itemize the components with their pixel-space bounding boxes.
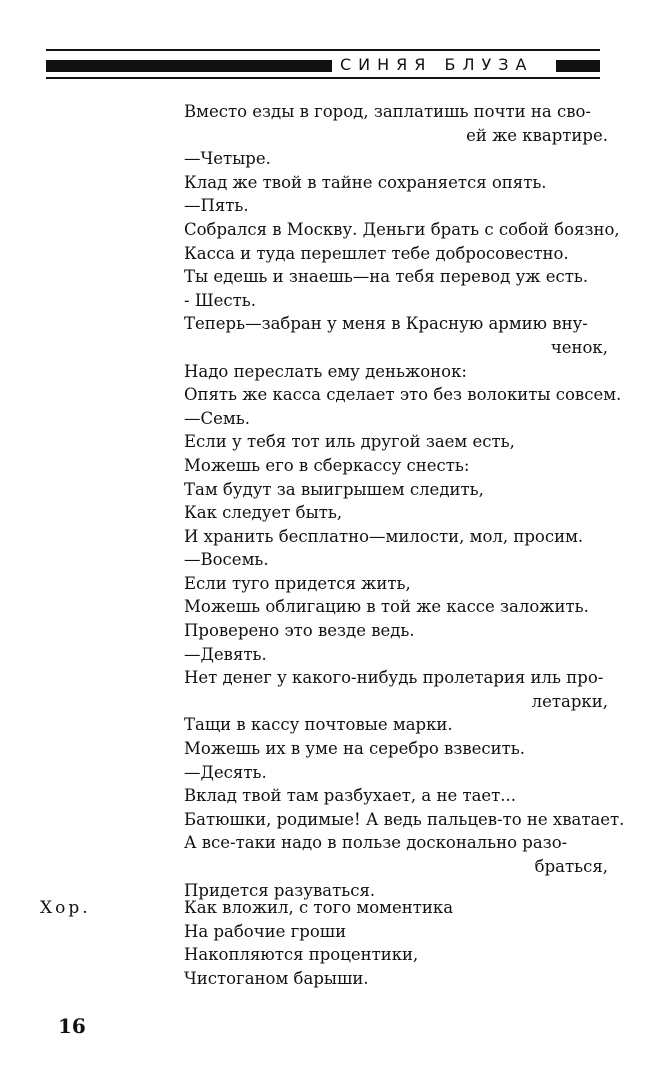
chorus-speaker: Хор. bbox=[40, 898, 91, 918]
poem-line: Надо переслать ему деньжонок: bbox=[184, 361, 467, 381]
poem-line: Придется разуваться. bbox=[184, 880, 376, 900]
poem-line: Клад же твой в тайне сохраняется опять. bbox=[184, 172, 547, 192]
poem-line: Если туго придется жить, bbox=[184, 573, 411, 593]
poem-line: Проверено это везде ведь. bbox=[184, 621, 415, 641]
header-rule-bottom bbox=[46, 77, 600, 79]
poem-line: - Шесть. bbox=[184, 290, 257, 310]
poem-line: летарки, bbox=[531, 691, 608, 711]
poem-line: ей же квартире. bbox=[466, 125, 608, 145]
poem-line: Опять же касса сделает это без волокиты совсем. bbox=[184, 385, 622, 405]
header-bar-right bbox=[556, 60, 600, 72]
poem-line: —Восемь. bbox=[184, 550, 269, 570]
poem-line: браться, bbox=[534, 857, 608, 876]
poem-line: Батюшки, родимые! А ведь пальцев-то не хватает. bbox=[184, 809, 625, 829]
poem-line: Можешь их в уме на серебро взвесить. bbox=[184, 739, 525, 759]
poem-line: Вклад твой там разбухает, а не тает... bbox=[184, 786, 517, 806]
chorus-line: Чистоганом барыши. bbox=[184, 968, 369, 988]
chorus-verse bbox=[184, 896, 604, 990]
chorus-line: Как вложил, с того моментика bbox=[184, 898, 454, 917]
poem-line: Там будут за выигрышем следить, bbox=[184, 479, 484, 499]
running-header-title: СИНЯЯ БЛУЗА bbox=[340, 55, 534, 74]
header-bar-left bbox=[46, 60, 332, 72]
poem-line: Как следует быть, bbox=[184, 503, 343, 523]
poem-line: —Четыре. bbox=[184, 149, 271, 169]
poem-line: Если у тебя тот иль другой заем есть, bbox=[184, 432, 515, 452]
page-number: 16 bbox=[58, 1014, 86, 1038]
poem-line: —Пять. bbox=[184, 196, 249, 216]
poem-line: —Десять. bbox=[184, 762, 267, 782]
poem-line: Ты едешь и знаешь—на тебя перевод уж есть. bbox=[184, 267, 589, 287]
header-rule-top bbox=[46, 49, 600, 51]
chorus-line: Накопляются процентики, bbox=[184, 945, 419, 964]
poem-line: —Девять. bbox=[184, 644, 267, 664]
chorus-line: На рабочие гроши bbox=[184, 921, 347, 941]
poem-line: Собрался в Москву. Деньги брать с собой боязно, bbox=[184, 219, 620, 239]
poem-line: А все-таки надо в пользе досконально разо- bbox=[184, 833, 568, 853]
poem-line: Можешь облигацию в той же кассе заложить. bbox=[184, 597, 589, 617]
poem-line: Нет денег у какого-нибудь пролетария иль про- bbox=[184, 668, 604, 688]
poem-line: —Семь. bbox=[184, 408, 250, 428]
poem-line: ченок, bbox=[550, 337, 608, 357]
poem-line: Тащи в кассу почтовые марки. bbox=[184, 715, 453, 735]
poem-line: Теперь—забран у меня в Красную армию вну- bbox=[184, 314, 588, 334]
poem-line: И хранить бесплатно—милости, мол, просим. bbox=[184, 526, 584, 546]
poem-body bbox=[184, 100, 625, 902]
poem-line: Можешь его в сберкассу снесть: bbox=[184, 455, 470, 475]
poem-line: Вместо езды в город, заплатишь почти на сво- bbox=[184, 102, 592, 121]
poem-line: Касса и туда перешлет тебе добросовестно. bbox=[184, 243, 569, 263]
